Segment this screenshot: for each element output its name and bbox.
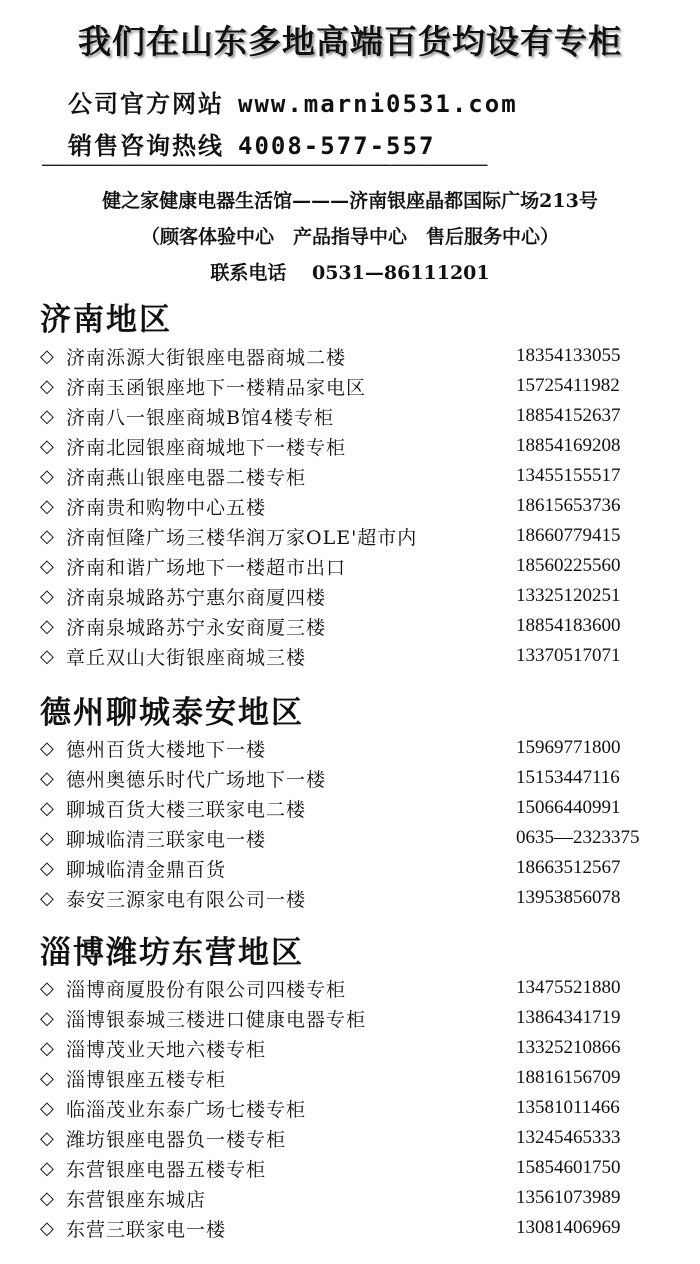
store-name: 济南泉城路苏宁永安商厦三楼 [66,616,327,639]
store-phone: 13475521880 [516,977,621,998]
store-name: 聊城百货大楼三联家电二楼 [66,798,307,821]
list-item [40,733,680,763]
list-item [40,853,680,883]
store-name: 聊城临清金鼎百货 [66,858,227,881]
diamond-icon: ◇ [40,585,54,607]
list-item [40,793,680,823]
list-item [40,431,680,461]
list-item [40,371,680,401]
store-phone: 18615653736 [516,495,621,516]
website-line [68,84,518,119]
list-item [40,341,680,371]
list-item [40,521,680,551]
diamond-icon: ◇ [40,827,54,849]
store-name: 济南泉城路苏宁惠尔商厦四楼 [66,586,327,609]
list-item [40,763,680,793]
store-phone: 15725411982 [516,375,620,396]
list-item [40,1063,680,1093]
diamond-icon: ◇ [40,1007,54,1029]
diamond-icon: ◇ [40,345,54,367]
list-item [40,491,680,521]
store-name: 济南八一银座商城B馆4楼专柜 [66,406,335,429]
list-item [40,1183,680,1213]
store-phone: 13953856078 [516,887,621,908]
diamond-icon: ◇ [40,555,54,577]
store-phone: 13455155517 [516,465,621,486]
diamond-icon: ◇ [40,645,54,667]
store-phone: 13561073989 [516,1187,621,1208]
store-name: 淄博商厦股份有限公司四楼专柜 [66,978,347,1001]
store-phone: 18560225560 [516,555,621,576]
list-item [40,1153,680,1183]
diamond-icon: ◇ [40,615,54,637]
store-phone: 15854601750 [516,1157,621,1178]
store-phone: 13245465333 [516,1127,621,1148]
diamond-icon: ◇ [40,525,54,547]
store-phone: 13581011466 [516,1097,620,1118]
store-name: 淄博银座五楼专柜 [66,1068,227,1091]
store-phone: 18660779415 [516,525,621,546]
website-label: 公司官方网站 [68,89,224,118]
region-list-jinan [40,341,680,671]
list-item [40,883,680,913]
diamond-icon: ◇ [40,887,54,909]
diamond-icon: ◇ [40,1217,54,1239]
store-name: 济南泺源大街银座电器商城二楼 [66,346,347,369]
store-phone: 15969771800 [516,737,621,758]
region-list-zibo-weifang-dongying [40,973,680,1243]
store-phone: 13081406969 [516,1217,621,1238]
hotline-label: 销售咨询热线 [68,131,224,160]
store-phone: 18854183600 [516,615,621,636]
store-name: 东营银座东城店 [66,1188,207,1211]
store-phone: 0635—2323375 [516,827,640,848]
store-phone: 13325120251 [516,585,621,606]
diamond-icon: ◇ [40,405,54,427]
store-phone: 13325210866 [516,1037,621,1058]
diamond-icon: ◇ [40,767,54,789]
diamond-icon: ◇ [40,797,54,819]
store-name: 泰安三源家电有限公司一楼 [66,888,307,911]
store-name: 济南玉函银座地下一楼精品家电区 [66,376,367,399]
store-name: 聊城临清三联家电一楼 [66,828,267,851]
diamond-icon: ◇ [40,495,54,517]
flagship-name: 健之家健康电器生活馆———济南银座晶都国际广场213号 [102,190,598,212]
flagship-services: （顾客体验中心 产品指导中心 售后服务中心） [140,226,559,248]
diamond-icon: ◇ [40,1097,54,1119]
store-name: 德州百货大楼地下一楼 [66,738,267,761]
diamond-icon: ◇ [40,465,54,487]
list-item [40,611,680,641]
store-name: 济南北园银座商城地下一楼专柜 [66,436,347,459]
store-name: 德州奥德乐时代广场地下一楼 [66,768,327,791]
list-item [40,1123,680,1153]
store-phone: 18854152637 [516,405,621,426]
store-phone: 15153447116 [516,767,620,788]
store-name: 济南恒隆广场三楼华润万家OLE'超市内 [66,526,418,549]
dashed-divider: ————————————————————————————————————— [42,152,488,172]
store-name: 东营银座电器五楼专柜 [66,1158,267,1181]
list-item [40,461,680,491]
store-phone: 18663512567 [516,857,621,878]
diamond-icon: ◇ [40,1067,54,1089]
list-item [40,581,680,611]
list-item [40,1093,680,1123]
list-item [40,1033,680,1063]
list-item [40,551,680,581]
hotline-number: 4008-577-557 [238,132,436,160]
store-name: 临淄茂业东泰广场七楼专柜 [66,1098,307,1121]
store-phone: 13370517071 [516,645,621,666]
store-phone: 18816156709 [516,1067,621,1088]
website-link[interactable]: www.marni0531.com [238,90,518,118]
diamond-icon: ◇ [40,435,54,457]
flagship-contact: 联系电话 0531—86111201 [210,262,490,284]
diamond-icon: ◇ [40,977,54,999]
store-name: 淄博茂业天地六楼专柜 [66,1038,267,1061]
region-title-zibo-weifang-dongying: 淄博潍坊东营地区 [40,935,304,971]
diamond-icon: ◇ [40,1127,54,1149]
diamond-icon: ◇ [40,857,54,879]
list-item [40,823,680,853]
store-name: 潍坊银座电器负一楼专柜 [66,1128,287,1151]
diamond-icon: ◇ [40,737,54,759]
region-list-dezhou-liaocheng-taian [40,733,680,913]
store-name: 章丘双山大街银座商城三楼 [66,646,307,669]
store-name: 东营三联家电一楼 [66,1218,227,1241]
store-name: 淄博银泰城三楼进口健康电器专柜 [66,1008,367,1031]
store-name: 济南和谐广场地下一楼超市出口 [66,556,347,579]
diamond-icon: ◇ [40,375,54,397]
store-phone: 18854169208 [516,435,621,456]
list-item [40,973,680,1003]
diamond-icon: ◇ [40,1187,54,1209]
headline: 我们在山东多地高端百货均设有专柜 [78,22,622,61]
store-name: 济南燕山银座电器二楼专柜 [66,466,307,489]
list-item [40,401,680,431]
store-phone: 15066440991 [516,797,621,818]
store-phone: 13864341719 [516,1007,621,1028]
list-item [40,1213,680,1243]
region-title-jinan: 济南地区 [40,302,172,338]
list-item [40,641,680,671]
diamond-icon: ◇ [40,1037,54,1059]
store-phone: 18354133055 [516,345,621,366]
store-name: 济南贵和购物中心五楼 [66,496,267,519]
region-title-dezhou-liaocheng-taian: 德州聊城泰安地区 [40,695,304,731]
diamond-icon: ◇ [40,1157,54,1179]
list-item [40,1003,680,1033]
